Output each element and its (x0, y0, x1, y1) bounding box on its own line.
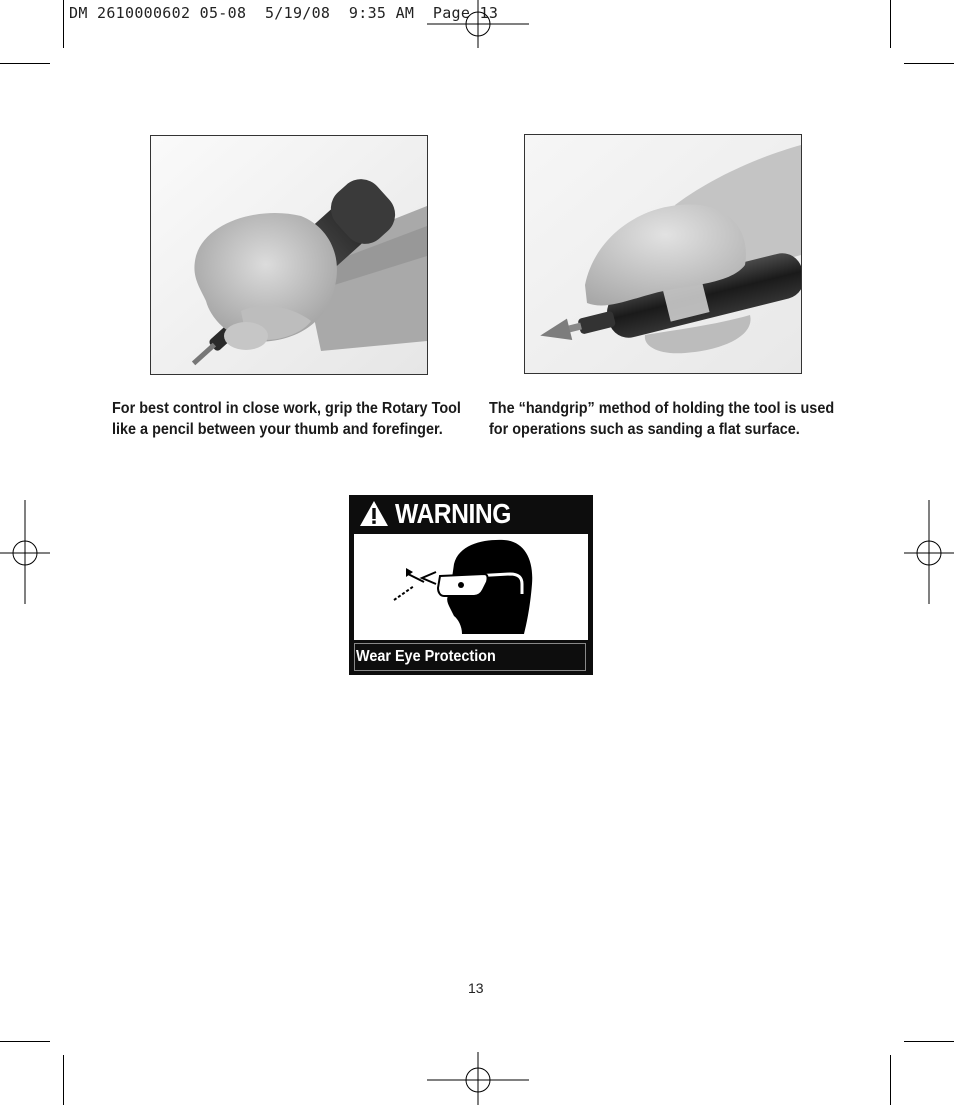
caption-pencil-grip-line1: For best control in close work, grip the Rotary Tool (112, 400, 461, 417)
warning-title: WARNING (395, 498, 512, 529)
photo-handgrip (524, 134, 802, 374)
page-number: 13 (468, 980, 484, 996)
registration-target-top (427, 0, 529, 48)
caption-handgrip-line1: The “handgrip” method of holding the tool is used (489, 400, 835, 417)
warning-footer-text: Wear Eye Protection (356, 648, 496, 665)
warning-label (349, 495, 593, 675)
registration-target-bottom (427, 1052, 529, 1105)
handgrip-illustration (525, 135, 801, 373)
warning-footer (354, 643, 586, 671)
eye-protection-icon (354, 534, 588, 640)
alert-triangle-icon (359, 500, 389, 527)
pencil-grip-illustration (151, 136, 427, 374)
caption-pencil-grip-line2: like a pencil between your thumb and forefinger. (112, 421, 443, 438)
caption-pencil-grip (112, 398, 461, 440)
registration-target-left (0, 500, 50, 604)
caption-handgrip-line2: for operations such as sanding a flat surface. (489, 421, 800, 438)
warning-pictogram-panel (354, 534, 588, 640)
registration-target-right (904, 500, 954, 604)
caption-handgrip (489, 398, 834, 440)
photo-pencil-grip (150, 135, 428, 375)
printer-slug: DM 2610000602 05-08 5/19/08 9:35 AM Page 13 (69, 4, 499, 22)
